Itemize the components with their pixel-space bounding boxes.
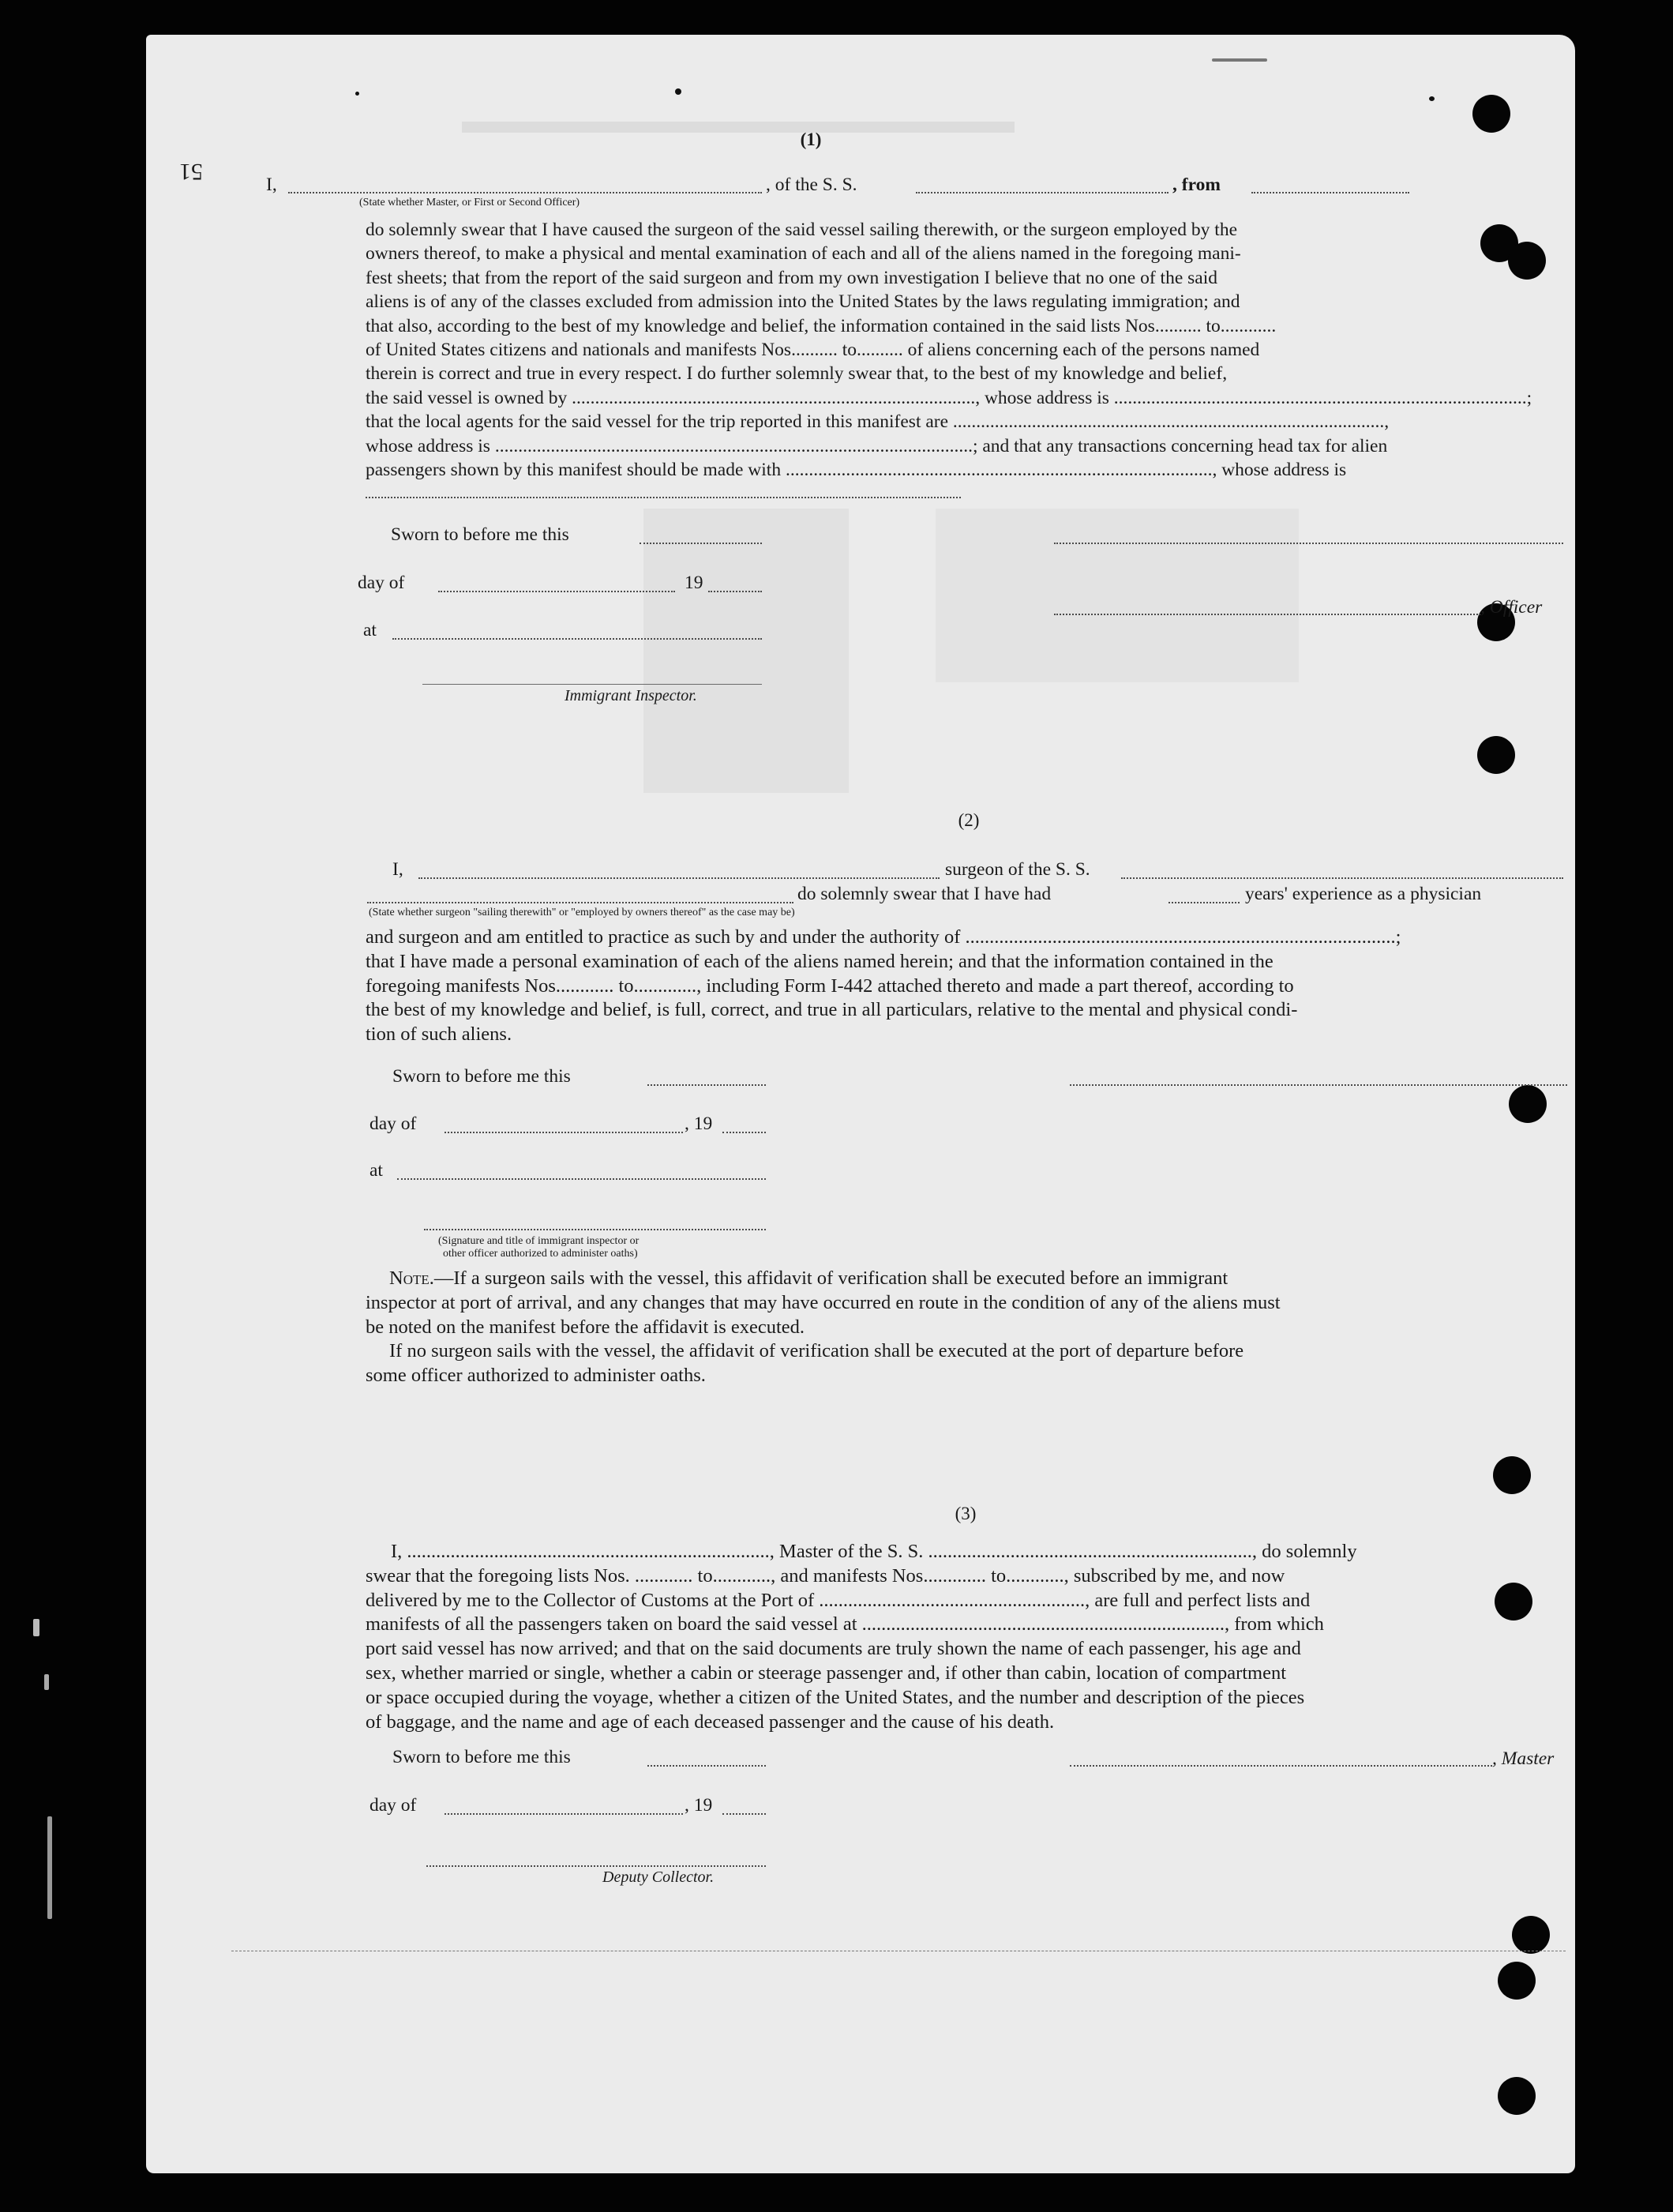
sworn-date-field-3[interactable] [647, 1765, 766, 1767]
day-field-2[interactable] [445, 1132, 683, 1133]
year-field-3[interactable] [722, 1813, 766, 1815]
officer-name-field[interactable] [288, 192, 762, 193]
surgeon-caption: (State whether surgeon "sailing therewith" or "employed by owners thereof" as the case may be) [369, 907, 795, 918]
binder-hole [1509, 1085, 1547, 1123]
officer-caption-2b: other officer authorized to administer oaths) [443, 1248, 638, 1260]
year-prefix-3: , 19 [685, 1795, 713, 1816]
officer-caption: (State whether Master, or First or Second Officer) [359, 197, 580, 208]
section3-heading: (3) [955, 1504, 977, 1523]
agent-address-field[interactable] [366, 497, 961, 498]
scan-speck [1429, 96, 1435, 101]
binder-hole [1477, 736, 1515, 774]
margin-mark [33, 1619, 39, 1636]
day-of-label: day of [358, 573, 405, 593]
scan-speck [675, 88, 681, 95]
section1-heading: (1) [800, 130, 822, 149]
administering-officer-signature[interactable] [424, 1229, 766, 1230]
margin-mark [44, 1674, 49, 1690]
day-field-3[interactable] [445, 1813, 683, 1815]
section1-body: do solemnly swear that I have caused the surgeon of the said vessel sailing therewith, or the surgeon employed by the owners thereof, to make a physical and mental examination of each and all of the aliens named in the foregoing mani- fest sheets; that from the report of the said surgeon and from my own investigation I believe that no one of the said aliens is of any of the classes excluded from admission into the United States by the laws regulating immigration; and that also, according to the best of my knowledge and belief, the information contained in the said lists Nos.......... to............ of United States citizens and nationals and manifests Nos.......... to.......... of aliens concerning each of the persons named therein is correct and true in every respect. I do further solemnly swear that, to the best of my knowledge and belief, the said vessel is owned by ......................................................................................., whose address is .........................................................................................; that the local agents for the said vessel for the trip reported in this manifest are ............................................................................................., whose address is .......................................................................................................; and that any transactions concerning head tax for alien passengers shown by this manifest should be made with ............................................................................................, whose address is [366, 220, 1532, 481]
surgeon-ship-field[interactable] [1121, 877, 1563, 879]
day-of-label-3: day of [369, 1795, 417, 1816]
scan-streak [643, 509, 849, 793]
binder-hole [1498, 2077, 1536, 2115]
master-label: , Master [1492, 1748, 1555, 1769]
at-label-2: at [369, 1160, 383, 1181]
form-page [146, 35, 1575, 2173]
surgeon-name-field[interactable] [418, 877, 940, 879]
binder-hole [1498, 1962, 1536, 2000]
scan-streak [936, 509, 1299, 682]
year-field-2[interactable] [722, 1132, 766, 1133]
year-field[interactable] [708, 591, 762, 592]
surgeon-signature-field[interactable] [1070, 1084, 1567, 1086]
year-prefix: 19 [685, 573, 703, 593]
sworn-text-3: Sworn to before me this [392, 1747, 571, 1767]
officer-signature-field[interactable] [1054, 543, 1563, 544]
scan-speck [355, 92, 359, 96]
note-block: Note.—If a surgeon sails with the vessel, this affidavit of verification shall be executed before an immigrant inspector at port of arrival, and any changes that may have occurred en route in the condition of any of the aliens must be noted on the manifest before the affidavit is executed. If no surgeon sails with the vessel, the affidavit of verification shall be executed at the port of departure before some officer authorized to administer oaths. [366, 1267, 1281, 1387]
officer-title-field[interactable] [1054, 614, 1480, 615]
inspector-signature-line[interactable] [422, 684, 762, 685]
oath-prefix: I, [266, 175, 277, 195]
day-of-label-2: day of [369, 1114, 417, 1134]
sworn-text: Sworn to before me this [391, 524, 569, 545]
section2-first-line: I, [392, 859, 403, 880]
binder-hole [1493, 1456, 1531, 1494]
section1-oath-line [266, 175, 277, 196]
at-label: at [363, 620, 377, 640]
margin-mark [47, 1816, 52, 1919]
section3-body: I, ..........................................................................., Master of the S. S. ..................................................................., do solemnly swear that the foregoing lists Nos. ............ to............, and manifests Nos............. to............, subscribed by me, and now delivered by me to the Collector of Customs at the Port of ......................................................., are full and perfect lists and manifests of all the passengers taken on board the said vessel at ..........................................................................., from which port said vessel has now arrived; and that on the said documents are truly shown the name of each passenger, his age and sex, whether married or single, whether a cabin or steerage passenger and, if other than cabin, location of compartment or space occupied during the voyage, whether a citizen of the United States, and the number and description of the pieces of baggage, and the name and age of each deceased passenger and the cause of his death. [366, 1541, 1357, 1733]
section2-body: and surgeon and am entitled to practice as such by and under the authority of .........................................................................................; that I have made a personal examination of each of the aliens named herein; and that the information contained in the foregoing manifests Nos............ to............., including Form I-442 attached thereto and made a part thereof, according to the best of my knowledge and belief, is full, correct, and true in all particulars, relative to the mental and physical condi- tion of such aliens. [366, 926, 1401, 1046]
note-label: Note. [389, 1267, 434, 1289]
surgeon-ship-label: surgeon of the S. S. [945, 859, 1090, 880]
years-field[interactable] [1168, 902, 1240, 903]
from-port-field[interactable] [1251, 192, 1409, 193]
year-prefix-2: , 19 [685, 1114, 713, 1134]
master-signature-field[interactable] [1070, 1765, 1492, 1767]
inspector-caption: Immigrant Inspector. [565, 687, 697, 704]
deputy-collector-caption: Deputy Collector. [602, 1868, 715, 1886]
surgeon-type-field[interactable] [367, 902, 793, 903]
scan-speck [1212, 58, 1267, 62]
from-label: , from [1172, 175, 1221, 195]
sworn-text-2: Sworn to before me this [392, 1066, 571, 1087]
section2-heading: (2) [958, 810, 980, 830]
at-place-field-2[interactable] [397, 1178, 766, 1180]
officer-caption-2a: (Signature and title of immigrant inspector or [438, 1235, 640, 1247]
sworn-date-field[interactable] [640, 543, 762, 544]
surgeon-oath-text: do solemnly swear that I have had [797, 884, 1052, 904]
ship-label: , of the S. S. [766, 175, 857, 195]
years-experience-text: years' experience as a physician [1245, 884, 1482, 904]
officer-label: , Officer [1480, 597, 1543, 618]
day-field[interactable] [438, 591, 675, 592]
page-number: 51 [179, 159, 203, 185]
at-place-field[interactable] [392, 638, 762, 640]
binder-hole [1512, 1916, 1550, 1954]
deputy-collector-signature[interactable] [426, 1865, 766, 1867]
binder-hole [1472, 95, 1510, 133]
ship-name-field[interactable] [916, 192, 1168, 193]
sworn-date-field-2[interactable] [647, 1084, 766, 1086]
